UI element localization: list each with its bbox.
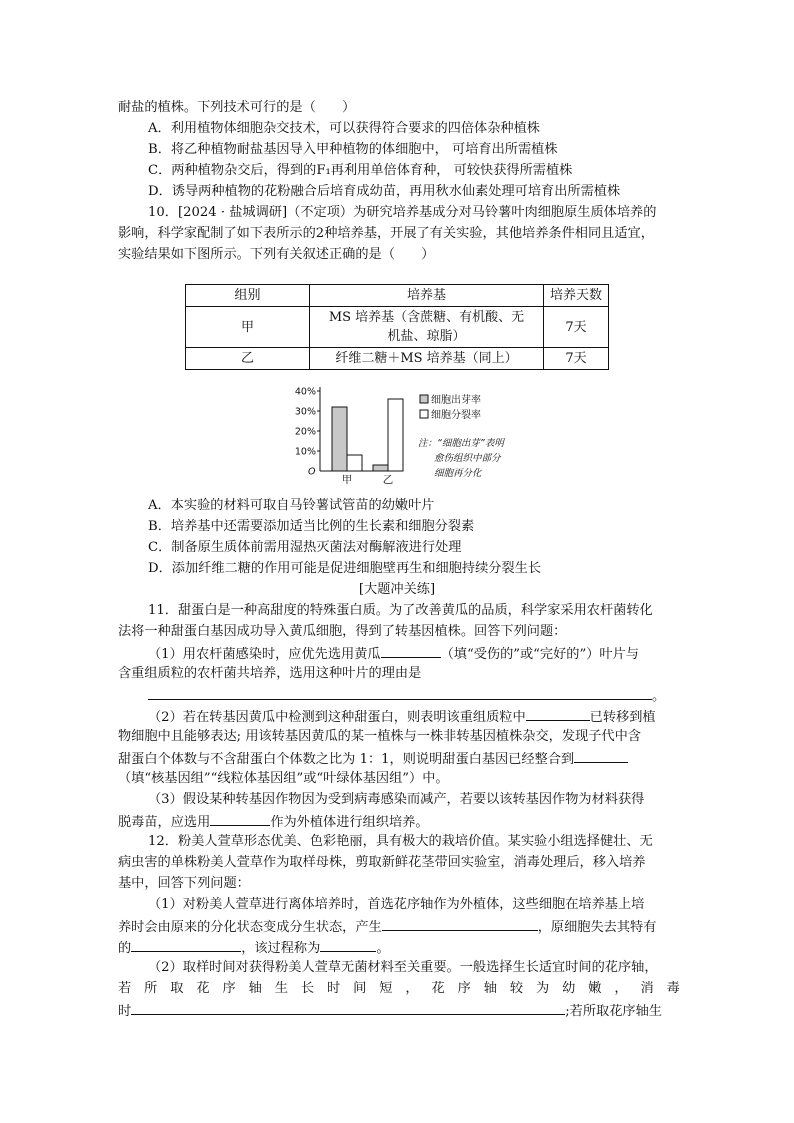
spaced-char: 轴 bbox=[483, 981, 497, 996]
chart-bars bbox=[332, 399, 403, 471]
spaced-char: 毒 bbox=[666, 981, 680, 996]
chart-note-line: 细胞再分化 bbox=[434, 468, 482, 479]
chart-note-line: 愈伤组织中部分 bbox=[434, 453, 501, 464]
spaced-char: 若 bbox=[118, 981, 132, 996]
text: 甜蛋白个体数与不含甜蛋白个体数之比为 1：1，则说明甜蛋白基因已经整合到 bbox=[118, 752, 575, 767]
spaced-char: 消 bbox=[640, 981, 654, 996]
table-header: 培养基 bbox=[310, 285, 544, 307]
text: ;若所取花序轴生 bbox=[565, 1004, 662, 1019]
q10-option-d: D．添加纤维二糖的作用可能是促进细胞壁再生和细胞持续分裂生长 bbox=[148, 561, 542, 576]
legend-label: 细胞分裂率 bbox=[431, 410, 481, 421]
spaced-char: 嫩 bbox=[588, 981, 602, 996]
section-title: [大题冲关练] bbox=[358, 582, 436, 597]
table-cell-medium: 纤维二糖＋MS 培养基（同上） bbox=[310, 348, 544, 370]
table-header: 组别 bbox=[186, 285, 310, 307]
q10-option-a: A．本实验的材料可取自马铃薯试管苗的幼嫩叶片 bbox=[148, 498, 435, 513]
spaced-char: 幼 bbox=[562, 981, 576, 996]
text: 。 bbox=[376, 941, 390, 956]
spaced-char: 花 bbox=[196, 981, 210, 996]
text: （填“受伤的”或“完好的”）叶片与 bbox=[440, 647, 639, 662]
q10-stem-line3: 实验结果如下图所示。下列有关叙述正确的是（ ） bbox=[118, 247, 435, 262]
spaced-char: 序 bbox=[222, 981, 236, 996]
answer-blank[interactable] bbox=[381, 643, 441, 658]
q11-part1-line3 bbox=[148, 685, 665, 707]
y-tick-label: 20% bbox=[294, 426, 316, 438]
spaced-char: 时 bbox=[327, 981, 341, 996]
q10-option-b: B．培养基中还需要添加适当比例的生长素和细胞分裂素 bbox=[148, 519, 475, 534]
q11-part1-line1 bbox=[148, 643, 639, 665]
text: 。 bbox=[652, 689, 666, 704]
q12-part1-line1: （1）对粉美人萱草进行离体培养时，首选花序轴作为外植体，这些细胞在培养基上培 bbox=[148, 897, 645, 912]
q11-part2-line3 bbox=[118, 748, 628, 770]
text: ，原细胞失去其特有 bbox=[537, 920, 657, 935]
q12-part2-line2 bbox=[118, 979, 680, 999]
q11-stem-line2: 法将一种甜蛋白基因成功导入黄瓜细胞，得到了转基因植株。回答下列问题： bbox=[118, 624, 567, 639]
legend-swatch bbox=[420, 410, 428, 418]
spaced-char: ， bbox=[614, 981, 628, 996]
q11-stem-line1: 11．甜蛋白是一种高甜度的特殊蛋白质。为了改善黄瓜的品质，科学家采用农杆菌转化 bbox=[148, 603, 653, 618]
table-cell-group: 乙 bbox=[186, 348, 310, 370]
legend-swatch bbox=[420, 395, 428, 403]
x-tick-label: 甲 bbox=[341, 474, 353, 486]
answer-blank[interactable] bbox=[131, 1000, 565, 1015]
answer-blank[interactable] bbox=[574, 748, 628, 763]
text: 脱毒苗，应选用 bbox=[118, 815, 211, 830]
y-tick-label: O bbox=[308, 466, 316, 478]
spaced-char: 花 bbox=[431, 981, 445, 996]
answer-blank[interactable] bbox=[131, 937, 241, 952]
table-row bbox=[186, 348, 609, 370]
q12-part1-line3 bbox=[118, 937, 390, 959]
text: （1）用农杆菌感染时，应优先选用黄瓜 bbox=[148, 647, 381, 662]
table-cell-days: 7天 bbox=[544, 348, 609, 370]
spaced-char: 序 bbox=[457, 981, 471, 996]
y-tick-label: 40% bbox=[294, 386, 316, 398]
q12-part1-line2 bbox=[118, 916, 656, 938]
answer-blank[interactable] bbox=[148, 685, 652, 700]
bar bbox=[347, 455, 362, 471]
medium-table bbox=[185, 284, 609, 370]
q9-option-d: D．诱导两种植物的花粉融合后培育成幼苗，再用秋水仙素处理可培育出所需植株 bbox=[148, 184, 621, 199]
table-cell-medium bbox=[310, 307, 544, 348]
text: 养时会由原来的分化状态变成分生状态，产生 bbox=[118, 920, 382, 935]
q9-option-c: C．两种植物杂交后，得到的F₁再利用单倍体育种， 可较快获得所需植株 bbox=[148, 163, 573, 178]
q12-part2-line1: （2）取样时间对获得粉美人萱草无菌材料至关重要。一般选择生长适宜时间的花序轴， bbox=[148, 960, 658, 975]
chart-legend bbox=[418, 393, 505, 479]
spaced-char: 间 bbox=[353, 981, 367, 996]
q9-option-a: A．利用植物体细胞杂交技术，可以获得符合要求的四倍体杂种植株 bbox=[148, 121, 540, 136]
spaced-char: 轴 bbox=[248, 981, 262, 996]
table-header: 培养天数 bbox=[544, 285, 609, 307]
q11-part2-line4: （填“核基因组”“线粒体基因组”或“叶绿体基因组”）中。 bbox=[118, 771, 449, 786]
medium-line: 机盐、琼脂） bbox=[387, 329, 466, 344]
text: 已转移到植 bbox=[589, 710, 656, 725]
legend-label: 细胞出芽率 bbox=[431, 395, 481, 406]
q12-part2-line3 bbox=[118, 1000, 662, 1022]
text: （2）若在转基因黄瓜中检测到这种甜蛋白，则表明该重组质粒中 bbox=[148, 710, 526, 725]
table-header-row bbox=[186, 285, 609, 307]
spaced-char: 长 bbox=[300, 981, 315, 996]
q12-stem-line3: 基中，回答下列问题： bbox=[118, 876, 250, 891]
text: ，该过程称为 bbox=[241, 941, 321, 956]
spaced-char: 为 bbox=[536, 981, 550, 996]
spaced-char: ， bbox=[405, 981, 419, 996]
q11-part2-line2: 物细胞中且能够表达; 用该转基因黄瓜的某一植株与一株非转基因植株杂交，发现子代中含 bbox=[118, 729, 641, 744]
bar bbox=[373, 465, 388, 471]
q9-stem-end: 耐盐的植株。下列技术可行的是（ ） bbox=[118, 100, 356, 115]
answer-blank[interactable] bbox=[526, 706, 590, 721]
text: 时 bbox=[118, 1004, 132, 1019]
spaced-char: 取 bbox=[170, 981, 184, 996]
q10-stem-line1: 10．[2024 · 盐城调研]（不定项）为研究培养基成分对马铃薯叶肉细胞原生质体培养的 bbox=[148, 205, 657, 220]
text: 作为外植体进行组织培养。 bbox=[270, 815, 429, 830]
q10-stem-line2: 影响，科学家配制了如下表所示的2种培养基，开展了有关实验，其他培养条件相同且适宜， bbox=[118, 226, 654, 241]
q11-part2-line1 bbox=[148, 706, 656, 728]
q10-option-c: C．制备原生质体前需用湿热灭菌法对酶解液进行处理 bbox=[148, 540, 462, 555]
table-row bbox=[186, 307, 609, 348]
x-tick-label: 乙 bbox=[382, 474, 394, 486]
answer-blank[interactable] bbox=[320, 937, 376, 952]
answer-blank[interactable] bbox=[382, 916, 538, 931]
text: 的 bbox=[118, 941, 132, 956]
spaced-char: 生 bbox=[274, 981, 288, 996]
medium-line: MS 培养基（含蔗糖、有机酸、无 bbox=[328, 310, 525, 325]
table-cell-days: 7天 bbox=[544, 307, 609, 348]
y-tick-label: 30% bbox=[294, 406, 316, 418]
answer-blank[interactable] bbox=[210, 811, 270, 826]
spaced-char: 较 bbox=[509, 981, 524, 996]
bar bbox=[332, 407, 347, 471]
spaced-char: 短 bbox=[379, 981, 393, 996]
q12-stem-line1: 12．粉美人萱草形态优美、色彩艳丽，具有极大的栽培价值。某实验小组选择健壮、无 bbox=[148, 834, 653, 849]
bar-chart bbox=[280, 378, 530, 488]
q9-option-b: B．将乙种植物耐盐基因导入甲种植物的体细胞中， 可培育出所需植株 bbox=[148, 142, 558, 157]
y-tick-label: 10% bbox=[294, 446, 316, 458]
q11-part3-line2 bbox=[118, 811, 429, 833]
table-cell-group: 甲 bbox=[186, 307, 310, 348]
q12-stem-line2: 病虫害的单株粉美人萱草作为取样母株，剪取新鲜花茎带回实验室，消毒处理后，移入培养 bbox=[118, 855, 646, 870]
spaced-char: 所 bbox=[144, 981, 158, 996]
bar bbox=[388, 399, 403, 471]
q11-part3-line1: （3）假设某种转基因作物因为受到病毒感染而减产，若要以该转基因作物为材料获得 bbox=[148, 792, 645, 807]
q11-part1-line2: 含重组质粒的农杆菌共培养，选用这种叶片的理由是 bbox=[118, 666, 422, 681]
chart-note-line: 注：“细胞出芽”表明 bbox=[418, 438, 504, 449]
